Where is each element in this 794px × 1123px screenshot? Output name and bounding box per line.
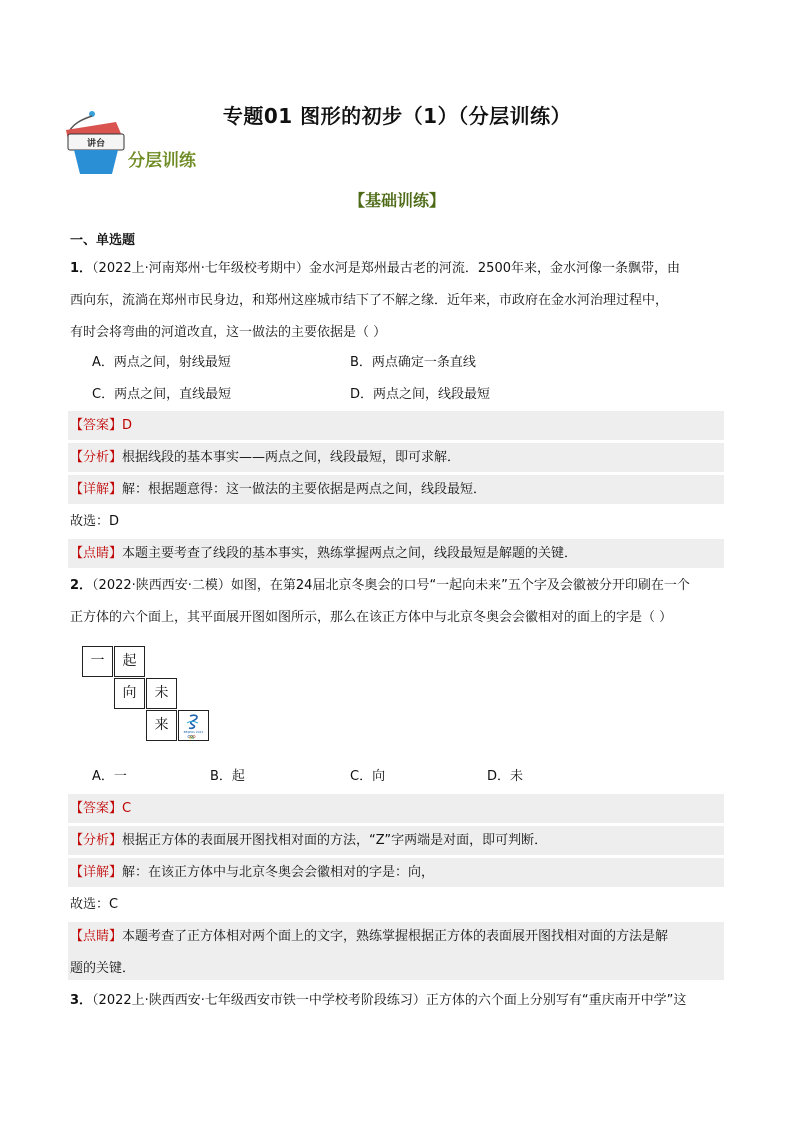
section-band-title: 【基础训练】: [348, 191, 445, 210]
net-cell-xiang: 向: [114, 678, 145, 709]
q1-option-b: B．两点确定一条直线: [350, 355, 476, 370]
net-cell-lai: 来: [146, 710, 177, 741]
q1-choice: 故选：D: [70, 514, 120, 529]
q3-stem-line-1: 3．（2022上·陕西西安·七年级西安市铁一中学校考阶段练习）正方体的六个面上分别写有“重庆南开中学”这: [70, 993, 687, 1008]
q2-option-a: A．一: [92, 769, 127, 784]
q1-comment: 【点睛】本题主要考查了线段的基本事实，熟练掌握两点之间，线段最短是解题的关键．: [70, 546, 578, 561]
q1-option-d: D．两点之间，线段最短: [350, 387, 491, 402]
q2-answer: 【答案】C: [70, 801, 132, 816]
beijing-2022-emblem-icon: [179, 711, 208, 740]
net-cell-emblem: [178, 710, 209, 741]
q1-answer: 【答案】D: [70, 418, 133, 433]
question-group-heading: 一、单选题: [70, 233, 136, 248]
q2-comment-line-2: 题的关键．: [70, 961, 136, 976]
q2-option-d: D．未: [487, 769, 524, 784]
net-cell-qi: 起: [114, 646, 145, 677]
q2-comment-line-1: 【点睛】本题考查了正方体相对两个面上的文字，熟练掌握根据正方体的表面展开图找相对面的方法是解: [70, 929, 669, 944]
svg-text:讲台: 讲台: [86, 139, 106, 149]
cube-net-figure: [82, 646, 212, 742]
q2-option-b: B．起: [210, 769, 245, 784]
q2-answer-band: [68, 794, 724, 823]
q1-option-a: A．两点之间，射线最短: [92, 355, 231, 370]
q2-option-c: C．向: [350, 769, 386, 784]
q1-detail: 【详解】解：根据题意得：这一做法的主要依据是两点之间，线段最短．: [70, 482, 487, 497]
q1-stem-line-1: 1．（2022上·河南郑州·七年级校考期中）金水河是郑州最古老的河流．2500年来，金水河像一条飘带，由: [70, 261, 680, 276]
q1-stem-line-3: 有时会将弯曲的河道改直，这一做法的主要依据是（ ）: [70, 325, 387, 340]
q1-option-c: C．两点之间，直线最短: [92, 387, 232, 402]
q2-choice: 故选：C: [70, 897, 119, 912]
section-logo-label: 分层训练: [128, 151, 196, 171]
net-cell-yi: 一: [82, 646, 113, 677]
q1-stem-line-2: 西向东，流淌在郑州市民身边，和郑州这座城市结下了不解之缘．近年来，市政府在金水河治理过程中，: [70, 293, 669, 308]
page-title: 专题01 图形的初步（1）（分层训练）: [222, 104, 572, 128]
q1-analysis: 【分析】根据线段的基本事实——两点之间，线段最短，即可求解．: [70, 450, 461, 465]
svg-text:BEIJING 2022: BEIJING 2022: [183, 730, 204, 734]
net-cell-wei: 未: [146, 678, 177, 709]
q2-analysis: 【分析】根据正方体的表面展开图找相对面的方法，“Z”字两端是对面，即可判断．: [70, 833, 548, 848]
q2-detail: 【详解】解：在该正方体中与北京冬奥会会徽相对的字是：向，: [70, 865, 435, 880]
q1-answer-band: [68, 411, 724, 440]
q2-stem-line-1: 2．（2022·陕西西安·二模）如图，在第24届北京冬奥会的口号“一起向未来”五个字及会徽被分开印刷在一个: [70, 578, 690, 593]
q2-stem-line-2: 正方体的六个面上，其平面展开图如图所示，那么在该正方体中与北京冬奥会会徽相对的面上的字是（ ）: [70, 610, 673, 625]
lecture-podium-logo: [62, 110, 130, 176]
